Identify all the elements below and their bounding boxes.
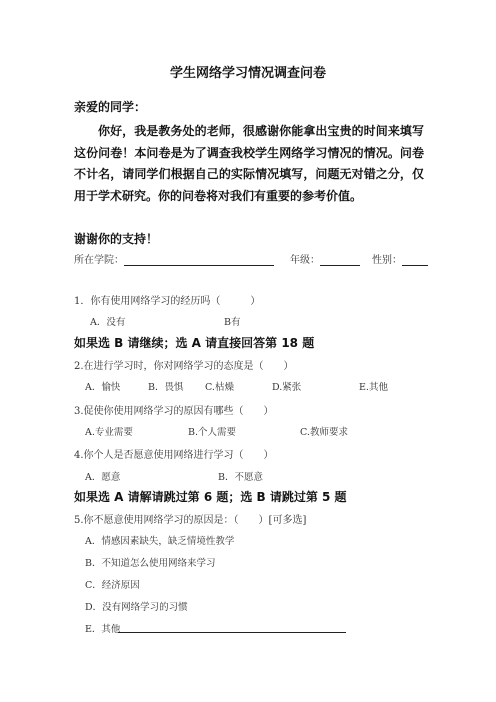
q5-option-c[interactable]: C．经济原因 [85,580,140,591]
q3-option-b[interactable]: B.个人需要 [188,427,237,438]
respondent-info [74,251,428,266]
college-field[interactable] [124,254,274,266]
intro-paragraph: 你好，我是教务处的老师，很感谢你能拿出宝贵的时间来填写这份问卷！本问卷是为了调查我校学生网络学习情况的情况。问卷不计名，请同学们根据自己的实际情况填写，问题无对错之分，仅用于学术研究。你的问卷将对我们有重要的参考价值。 [74,124,424,203]
q4-option-b[interactable]: B．不愿意 [218,472,263,483]
page-title: 学生网络学习情况调查问卷 [169,66,326,81]
question-4: 4.你个人是否愿意使用网络进行学习（ ） [74,450,274,461]
q2-option-b[interactable]: B．畏惧 [148,382,184,393]
q2-option-d[interactable]: D.紧张 [272,382,302,393]
q5-option-d[interactable]: D．没有网络学习的习惯 [85,602,188,613]
grade-label: 年级： [290,255,320,266]
question-5: 5.你不愿意使用网络学习的原因是：（ ）[可多选] [74,515,307,526]
q5-other-field[interactable] [118,632,346,633]
question-2: 2.在进行学习时，你对网络学习的态度是（ ） [74,361,294,372]
q5-option-a[interactable]: A．情感因素缺失，缺乏情境性教学 [85,536,235,547]
q3-option-c[interactable]: C.教师要求 [300,427,348,438]
thanks-line: 谢谢你的支持！ [74,232,159,246]
college-label: 所在学院： [74,255,124,266]
question-1: 1．你有使用网络学习的经历吗（ ） [74,296,261,307]
q3-option-a[interactable]: A.专业需要 [85,427,133,438]
q1-option-b[interactable]: B有 [224,317,241,328]
q5-option-b[interactable]: B．不知道怎么使用网络来学习 [85,558,216,569]
q2-option-e[interactable]: E.其他 [359,382,388,393]
q5-option-e[interactable]: E．其他 [85,624,121,635]
q2-option-c[interactable]: C.枯燥 [205,382,234,393]
q2-option-a[interactable]: A．愉快 [85,382,121,393]
q4-option-a[interactable]: A．愿意 [85,472,121,483]
skip-instruction-1: 如果选 B 请继续；选 A 请直接回答第 18 题 [74,336,315,350]
gender-field[interactable] [402,254,428,266]
grade-field[interactable] [320,254,360,266]
skip-instruction-2: 如果选 A 请解请跳过第 6 题；选 B 请跳过第 5 题 [74,490,347,504]
greeting: 亲爱的同学： [74,100,147,114]
q1-option-a[interactable]: A．没有 [90,317,126,328]
question-3: 3.促使你使用网络学习的原因有哪些（ ） [74,406,274,417]
gender-label: 性别： [372,255,402,266]
